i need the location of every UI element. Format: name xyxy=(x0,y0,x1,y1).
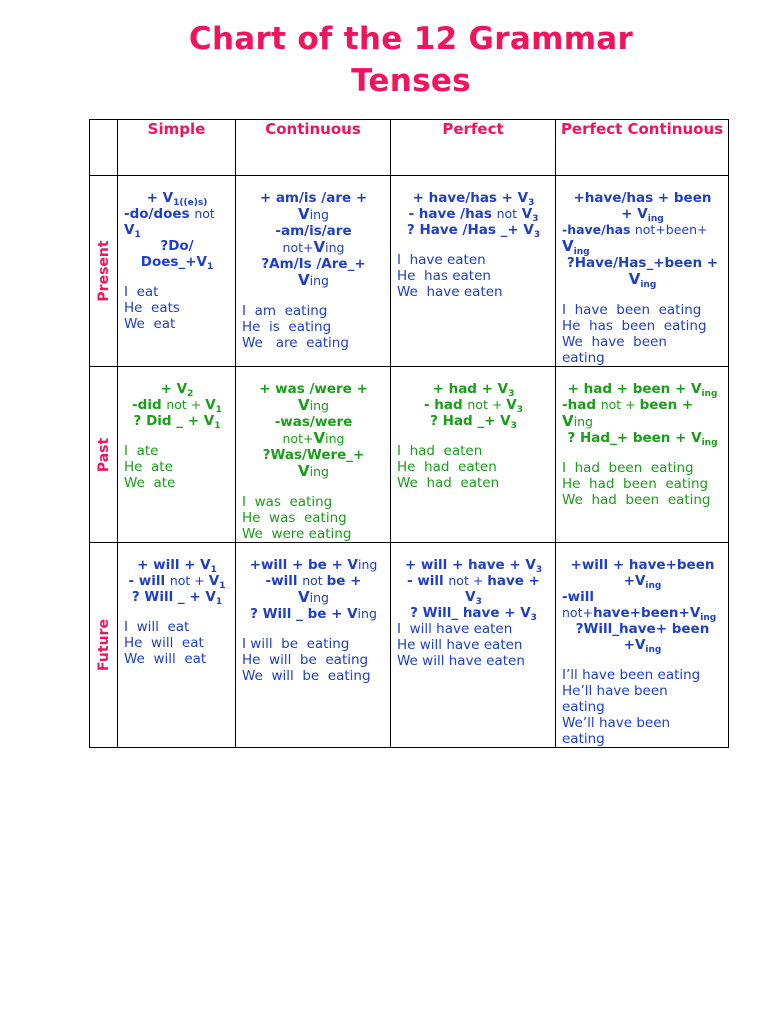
formula-negative: - will not + have + $V_3$ xyxy=(407,573,540,607)
row-header-past xyxy=(90,367,118,543)
formula-affirmative: +will + be + Ving xyxy=(249,557,378,573)
row-header-future xyxy=(90,543,118,748)
examples: I will have eaten He will have eaten We will have eaten xyxy=(397,621,525,669)
formula-negative: - had not + $V_3$ xyxy=(423,397,523,415)
row-future xyxy=(90,543,729,748)
formula-question: ?Was/Were_+ Ving xyxy=(262,447,365,480)
column-header-perfect-continuous: Perfect Continuous xyxy=(556,120,729,176)
formula-negative: -was/were not+Ving xyxy=(274,414,353,447)
cell-future-perfect xyxy=(391,543,556,748)
tenses-chart-table xyxy=(89,119,729,748)
column-header-perfect: Perfect xyxy=(391,120,556,176)
examples: I am eating He is eating We are eating xyxy=(242,303,349,351)
cell-present-continuous xyxy=(236,176,391,367)
formula-affirmative: + had + been + $V_{ing}$ xyxy=(567,381,718,399)
title-line-2: Tenses xyxy=(351,63,471,99)
formula-question: ? Will _ + $V_1$ xyxy=(131,589,223,607)
examples: I have eaten He has eaten We have eaten xyxy=(397,252,503,300)
examples: I had been eating He had been eating We had been eating xyxy=(562,460,711,508)
cell-present-simple xyxy=(118,176,236,367)
formula-affirmative: + was /were + Ving xyxy=(259,381,368,414)
formula-affirmative: + am/is /are + Ving xyxy=(259,190,368,223)
formula-question: ?Am/Is /Are_+ Ving xyxy=(261,256,366,289)
formula-negative: - have /has not $V_3$ xyxy=(408,206,539,224)
formula-question: ?Do/ $Does\_+V_1$ xyxy=(140,238,214,272)
formula-affirmative: +will + have+been $+V_{ing}$ xyxy=(570,557,715,591)
formula-negative: -do/does not $V_1$ xyxy=(124,206,215,240)
row-label-present: Present xyxy=(95,240,112,302)
cell-past-simple xyxy=(118,367,236,543)
formula-affirmative: + have/has + $V_3$ xyxy=(412,190,535,208)
cell-present-perfect xyxy=(391,176,556,367)
formula-question: ? Had_+ been + $V_{ing}$ xyxy=(567,430,718,448)
examples: I had eaten He had eaten We had eaten xyxy=(397,443,500,491)
examples: I was eating He was eating We were eating xyxy=(242,494,352,542)
formula-negative: -will $not+have+been+V_{ing}$ xyxy=(562,589,717,623)
cell-future-simple xyxy=(118,543,236,748)
formula-affirmative: +have/has + been + $V_{ing}$ xyxy=(573,190,712,224)
examples: I eat He eats We eat xyxy=(124,284,180,332)
corner-cell xyxy=(90,120,118,176)
formula-negative: -will not be + Ving xyxy=(265,573,362,606)
examples: I’ll have been eating He’ll have been eating We’ll have been eating xyxy=(562,667,701,747)
formula-affirmative: + will + have + $V_3$ xyxy=(404,557,543,575)
title-line-1: Chart of the 12 Grammar xyxy=(188,21,634,57)
cell-past-continuous xyxy=(236,367,391,543)
formula-question: ? Did _ + $V_1$ xyxy=(133,413,221,431)
column-header-simple: Simple xyxy=(118,120,236,176)
column-header-continuous: Continuous xyxy=(236,120,391,176)
formula-negative: - will not + $V_1$ xyxy=(128,573,226,591)
formula-question: ? Will _ be + Ving xyxy=(250,606,377,622)
examples: I have been eating He has been eating We have been eating xyxy=(562,302,707,366)
cell-future-perfect-continuous xyxy=(556,543,729,748)
cell-past-perfect xyxy=(391,367,556,543)
formula-affirmative: + will + $V_1$ xyxy=(137,557,217,575)
row-present xyxy=(90,176,729,367)
formula-affirmative: + had + $V_3$ xyxy=(432,381,515,399)
formula-affirmative: + $V_2$ xyxy=(160,381,194,399)
row-label-past: Past xyxy=(95,437,112,472)
row-past xyxy=(90,367,729,543)
formula-affirmative: + $V_{1((e)s)}$ xyxy=(146,190,208,208)
formula-negative: -am/is/are not+Ving xyxy=(275,223,352,256)
formula-question: ?Will_have+ been $+V_{ing}$ xyxy=(575,621,710,655)
cell-future-continuous xyxy=(236,543,391,748)
row-label-future: Future xyxy=(95,619,112,671)
formula-negative: -had not + been + Ving xyxy=(562,397,694,430)
formula-question: ? Had _+ $V_3$ xyxy=(430,413,517,431)
examples: I ate He ate We ate xyxy=(124,443,176,491)
cell-present-perfect-continuous xyxy=(556,176,729,367)
page-title xyxy=(150,18,672,102)
formula-question: ?Have/Has_+been + $V_{ing}$ xyxy=(566,255,719,290)
formula-negative: -did not + $V_1$ xyxy=(132,397,222,415)
formula-negative: -have/has not+been+ $V_{ing}$ xyxy=(562,222,708,257)
examples: I will be eating He will be eating We will be eating xyxy=(242,636,371,684)
formula-question: ? Have /Has _+ $V_3$ xyxy=(406,222,541,240)
cell-past-perfect-continuous xyxy=(556,367,729,543)
header-row xyxy=(90,120,729,176)
examples: I will eat He will eat We will eat xyxy=(124,619,207,667)
formula-question: ? Will_ have + $V_3$ xyxy=(410,605,537,623)
row-header-present xyxy=(90,176,118,367)
